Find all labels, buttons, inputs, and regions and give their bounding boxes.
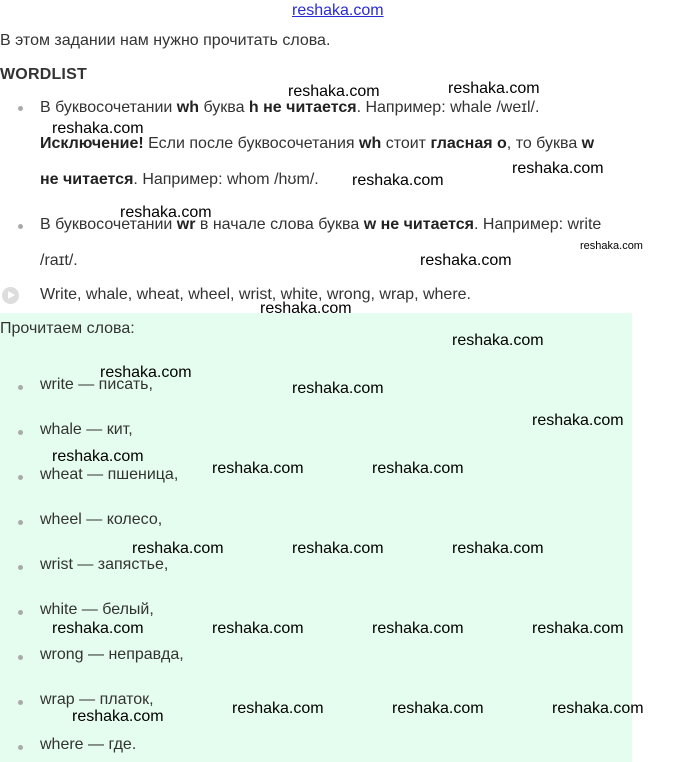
watermark: reshaka.com	[72, 708, 164, 725]
watermark: reshaka.com	[512, 160, 604, 177]
bullet-dot	[18, 385, 23, 390]
wordlist-heading: WORDLIST	[0, 66, 87, 83]
word-list-line: Write, whale, wheat, wheel, wrist, white, wrong, wrap, where.	[40, 286, 471, 303]
rule-wh: В буквосочетании wh буква h не читается. Например: whale /weɪl/. Исключение! Если после буквосочетания wh стоит гласная o, то буква w не читается. Например: whom /hʊm/.	[40, 99, 595, 188]
header-site-link[interactable]: reshaka.com	[292, 2, 384, 19]
bullet-dot	[18, 655, 23, 660]
watermark: reshaka.com	[120, 204, 212, 221]
watermark: reshaka.com	[352, 172, 444, 189]
list-item: wheat — пшеница,	[40, 466, 179, 483]
watermark: reshaka.com	[212, 620, 304, 637]
bullet-dot	[18, 106, 23, 111]
play-audio-icon[interactable]	[2, 287, 19, 304]
bullet-dot	[18, 224, 23, 229]
rule-wr: В буквосочетании wr в начале слова буква w не читается. Например: write /raɪt/.	[40, 216, 602, 269]
list-item: whale — кит,	[40, 421, 133, 438]
watermark: reshaka.com	[532, 412, 624, 429]
watermark: reshaka.com	[580, 240, 643, 252]
bullet-dot	[18, 520, 23, 525]
watermark: reshaka.com	[452, 332, 544, 349]
bullet-dot	[18, 475, 23, 480]
watermark: reshaka.com	[212, 460, 304, 477]
list-item: wrap — платок,	[40, 691, 154, 708]
list-item: write — писать,	[40, 376, 153, 393]
bullet-dot	[18, 565, 23, 570]
bullet-dot	[18, 430, 23, 435]
watermark: reshaka.com	[420, 252, 512, 269]
watermark: reshaka.com	[292, 540, 384, 557]
watermark: reshaka.com	[392, 700, 484, 717]
list-item: white — белый,	[40, 601, 154, 618]
watermark: reshaka.com	[260, 300, 352, 317]
watermark: reshaka.com	[288, 83, 380, 100]
list-item: wheel — колесо,	[40, 511, 163, 528]
watermark: reshaka.com	[52, 448, 144, 465]
watermark: reshaka.com	[132, 540, 224, 557]
bullet-dot	[18, 610, 23, 615]
list-item: where — где.	[40, 736, 137, 753]
watermark: reshaka.com	[100, 364, 192, 381]
watermark: reshaka.com	[372, 460, 464, 477]
bullet-dot	[18, 700, 23, 705]
reading-title: Прочитаем слова:	[0, 320, 135, 337]
intro-text: В этом задании нам нужно прочитать слова.	[0, 32, 331, 49]
list-item: wrong — неправда,	[40, 646, 184, 663]
watermark: reshaka.com	[52, 120, 144, 137]
list-item: wrist — запястье,	[40, 556, 169, 573]
watermark: reshaka.com	[452, 540, 544, 557]
watermark: reshaka.com	[52, 620, 144, 637]
watermark: reshaka.com	[372, 620, 464, 637]
watermark: reshaka.com	[232, 700, 324, 717]
watermark: reshaka.com	[448, 80, 540, 97]
watermark: reshaka.com	[532, 620, 624, 637]
bullet-dot	[18, 745, 23, 750]
watermark: reshaka.com	[292, 380, 384, 397]
watermark: reshaka.com	[552, 700, 644, 717]
